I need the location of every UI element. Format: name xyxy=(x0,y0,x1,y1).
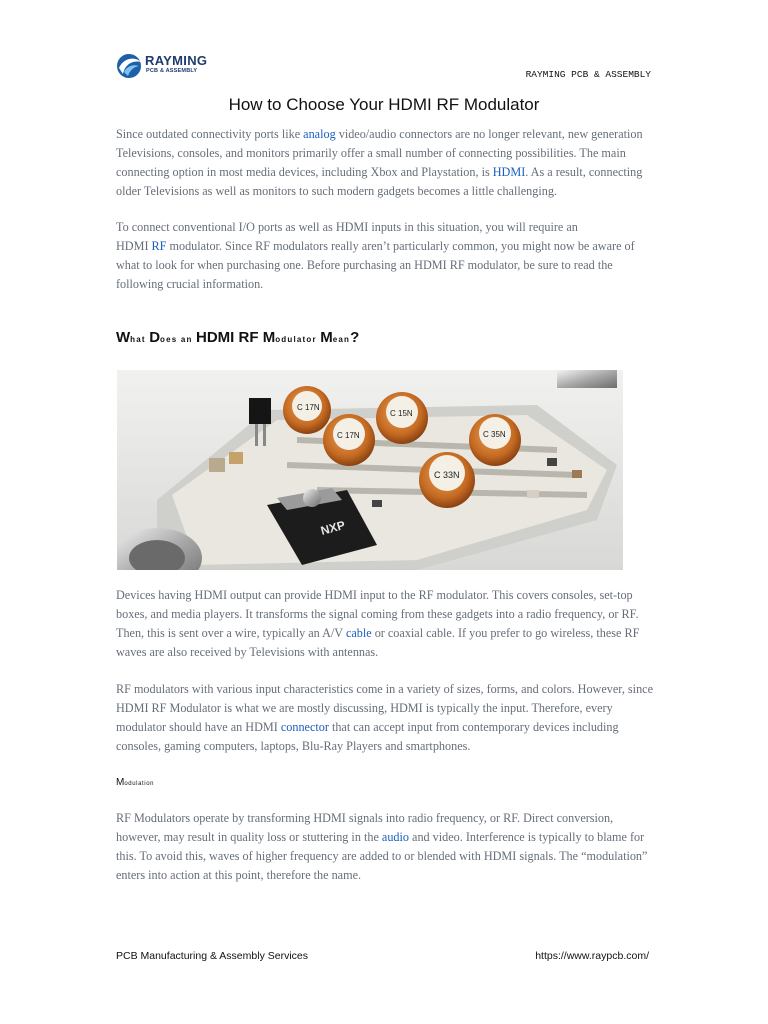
footer-url-link[interactable]: https://www.raypcb.com/ xyxy=(535,950,649,962)
modulation-heading xyxy=(116,777,154,788)
rf-modulator-board-photo xyxy=(117,370,623,570)
company-logo xyxy=(115,50,225,80)
logo-subtitle: PCB & ASSEMBLY xyxy=(146,68,198,74)
heading-initial: D xyxy=(149,329,161,346)
chip-label: NXP xyxy=(319,517,347,538)
text-run: To connect conventional I/O ports as well as HDMI inputs in this situation, you will require an xyxy=(116,220,578,234)
text-run: RF Modulators operate by transforming HDMI signals into radio frequency, or RF. Direct conversion, however, may result in quality loss or stuttering in the xyxy=(116,811,614,844)
heading-smallcaps: hat xyxy=(130,335,150,344)
coil-label: C 35N xyxy=(483,430,506,439)
coil-label: C 17N xyxy=(337,431,360,440)
text-run: Since outdated connectivity ports like xyxy=(116,127,304,141)
heading-smallcaps: odulation xyxy=(124,781,155,787)
heading-initial: M xyxy=(116,777,125,788)
heading-initial: W xyxy=(116,329,131,346)
text-run: RF modulators with various input characteristics come in a variety of sizes, forms, and colors. However, since HDMI RF Modulator is what we are mostly discussing, HDMI is typically the input. Therefore, every modulator should have an HDMI xyxy=(116,682,653,734)
logo-name: RAYMING xyxy=(145,53,208,68)
heading-punct: ? xyxy=(350,329,360,346)
text-run: Devices having HDMI output can provide HDMI input to the RF modulator. This covers consoles, set-top boxes, and media players. It transforms the signal coming from these gadgets into a radio frequency, or RF. Then, this is sent over a wire, typically an A/V xyxy=(116,588,639,640)
text-run: modulator. Since RF modulators really aren’t particularly common, you might now be aware of what to look for when purchasing one. Before purchasing an HDMI RF modulator, be sure to read the following crucial information. xyxy=(116,239,635,291)
text-run: or coaxial cable. If you prefer to go wireless, these RF waves are also received by Televisions with antennas. xyxy=(116,626,640,659)
page-title: How to Choose Your HDMI RF Modulator xyxy=(228,95,540,114)
analog-link[interactable]: analog xyxy=(303,127,336,141)
text-run: . As a result, connecting older Televisions as well as monitors to such modern gadgets becomes a little challenging. xyxy=(116,165,643,198)
heading-initial: M xyxy=(262,329,276,346)
text-run: HDMI xyxy=(116,239,152,253)
connector-link[interactable]: connector xyxy=(280,720,329,734)
input-characteristics-paragraph xyxy=(116,680,653,756)
coil-label: C 17N xyxy=(297,403,320,412)
logo-swirl-icon xyxy=(115,52,143,80)
heading-smallcaps: ean xyxy=(332,335,351,344)
cable-link[interactable]: cable xyxy=(345,626,372,640)
heading-word: HDMI RF xyxy=(196,329,263,346)
hdmi-link[interactable]: HDMI xyxy=(492,165,526,179)
header-company-name: RAYMING PCB & ASSEMBLY xyxy=(525,69,651,80)
audio-link[interactable]: audio xyxy=(381,830,409,844)
hdmi-output-paragraph xyxy=(116,586,653,662)
heading-smallcaps: oes an xyxy=(160,335,197,344)
text-run: that can accept input from contemporary devices including consoles, gaming computers, laptops, Blu-Ray Players and smartphones. xyxy=(116,720,619,753)
coil-label: C 33N xyxy=(434,470,460,480)
text-run: and video. Interference is typically to blame for this. To avoid this, waves of higher frequency are added to or blended with HDMI signals. The “modulation” enters into action at this point, therefore the name. xyxy=(116,830,648,882)
footer-services: PCB Manufacturing & Assembly Services xyxy=(116,950,308,962)
heading-smallcaps: odulator xyxy=(275,335,321,344)
intro-paragraph xyxy=(116,125,653,201)
coil-label: C 15N xyxy=(390,409,413,418)
modulation-paragraph xyxy=(116,809,653,885)
section-heading xyxy=(116,329,359,346)
text-run: video/audio connectors are no longer relevant, new generation Televisions, consoles, and monitors primarily offer a small number of connecting possibilities. The main connecting option in most media devices, including Xbox and Playstation, is xyxy=(116,127,643,179)
rf-link[interactable]: RF xyxy=(151,239,167,253)
heading-initial: M xyxy=(320,329,333,346)
second-paragraph xyxy=(116,218,653,294)
